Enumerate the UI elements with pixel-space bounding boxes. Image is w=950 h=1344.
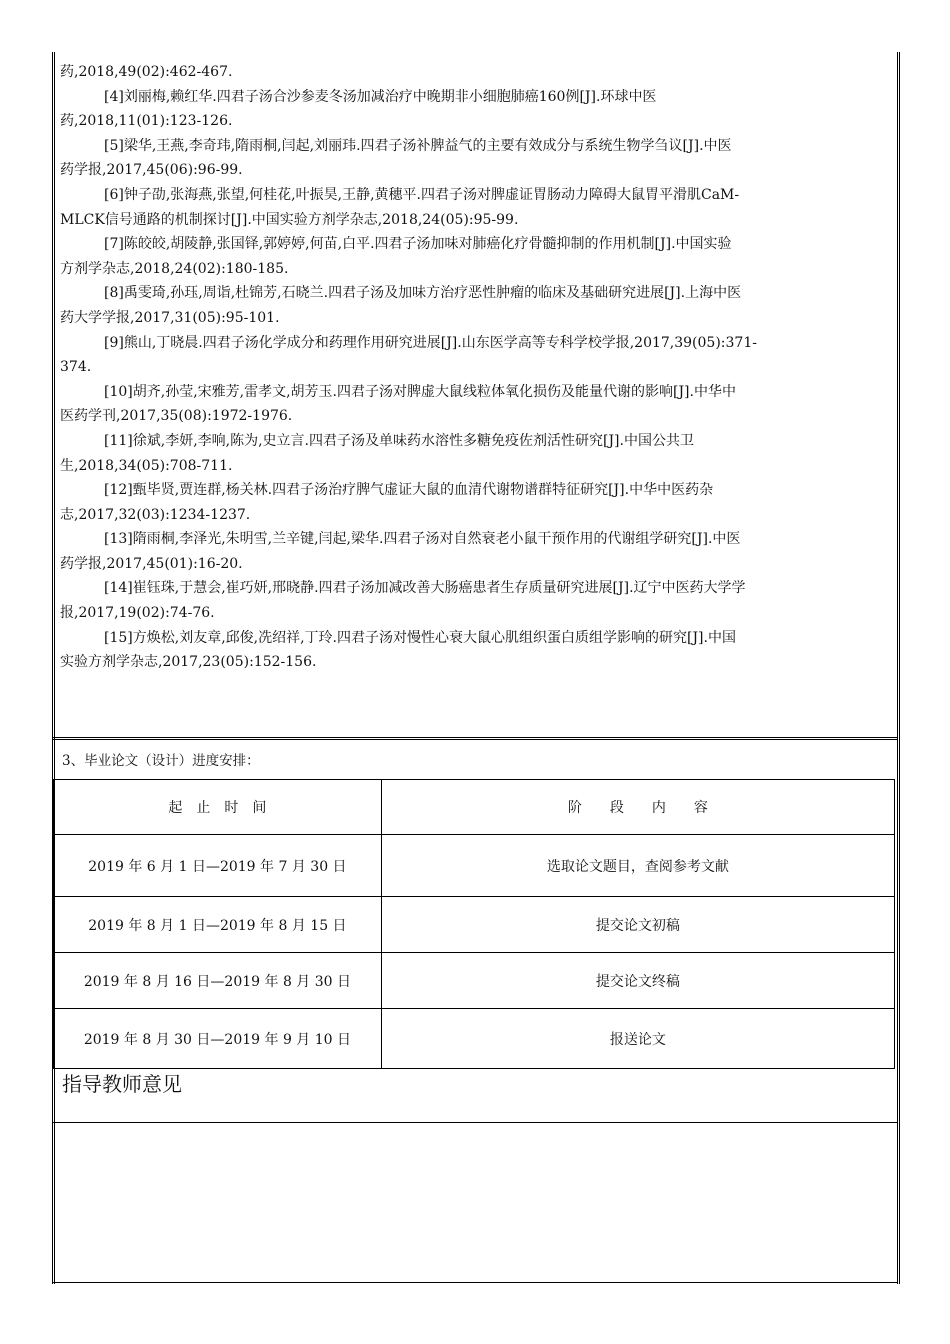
reference-line: 报,2017,19(02):74-76.: [60, 605, 215, 622]
row-time: 2019 年 6 月 1 日—2019 年 7 月 30 日: [54, 835, 382, 897]
reference-line: [15]方焕松,刘友章,邱俊,冼绍祥,丁玲.四君子汤对慢性心衰大鼠心肌组织蛋白质组学影响的研究[J].中国: [104, 629, 736, 646]
reference-line: 药,2018,49(02):462-467.: [60, 64, 233, 80]
table-row: [54, 835, 895, 897]
reference-line: MLCK信号通路的机制探讨[J].中国实验方剂学杂志,2018,24(05):95-99.: [60, 211, 519, 228]
frame-bottom-border: [52, 1282, 897, 1283]
row-time: 2019 年 8 月 1 日—2019 年 8 月 15 日: [54, 897, 382, 953]
reference-line: 药大学学报,2017,31(05):95-101.: [60, 309, 280, 326]
reference-line: [8]禹雯琦,孙珏,周诣,杜锦芳,石晓兰.四君子汤及加味方治疗恶性肿瘤的临床及基础研究进展[J].上海中医: [104, 285, 742, 302]
reference-line: 药学报,2017,45(01):16-20.: [60, 555, 243, 572]
reference-line: 生,2018,34(05):708-711.: [60, 457, 233, 474]
reference-line: 药,2018,11(01):123-126.: [60, 113, 233, 130]
reference-line: 药学报,2017,45(06):96-99.: [60, 162, 243, 179]
table-row: [54, 1009, 895, 1069]
table-row: [54, 953, 895, 1009]
reference-line: [12]甄毕贤,贾连群,杨关林.四君子汤治疗脾气虚证大鼠的血清代谢物谱群特征研究[J].中华中医药杂: [104, 482, 714, 499]
header-time: 起 止 时 间: [54, 780, 382, 835]
schedule-table: [53, 779, 895, 1069]
row-content: 选取论文题目，查阅参考文献: [381, 835, 894, 897]
row-time: 2019 年 8 月 30 日—2019 年 9 月 10 日: [54, 1009, 382, 1069]
reference-line: [11]徐斌,李妍,李响,陈为,史立言.四君子汤及单味药水溶性多糖免疫佐剂活性研究[J].中国公共卫: [104, 432, 694, 449]
section-divider: [52, 737, 897, 740]
header-content: 阶 段 内 容: [381, 780, 894, 835]
table-header-row: [54, 780, 895, 835]
schedule-title: 3、毕业论文（设计）进度安排：: [62, 753, 260, 769]
reference-line: [10]胡齐,孙莹,宋雅芳,雷孝文,胡芳玉.四君子汤对脾虚大鼠线粒体氧化损伤及能量代谢的影响[J].中华中: [104, 383, 736, 400]
row-content: 提交论文终稿: [381, 953, 894, 1009]
reference-line: [5]梁华,王燕,李奇玮,隋雨桐,闫起,刘丽玮.四君子汤补脾益气的主要有效成分与系统生物学刍议[J].中医: [104, 137, 732, 154]
reference-line: 医药学刊,2017,35(08):1972-1976.: [60, 408, 293, 425]
reference-line: [7]陈皎皎,胡陵静,张国铎,郭婷婷,何苗,白平.四君子汤加味对肺癌化疗骨髓抑制的作用机制[J].中国实验: [104, 236, 732, 253]
advisor-divider: [52, 1122, 897, 1123]
reference-line: 374.: [60, 359, 92, 376]
advisor-opinion-title: 指导教师意见: [62, 1072, 182, 1096]
reference-line: [9]熊山,丁晓晨.四君子汤化学成分和药理作用研究进展[J].山东医学高等专科学校学报,2017,39(05):371-: [104, 334, 757, 351]
reference-line: [14]崔钰珠,于慧会,崔巧妍,邢晓静.四君子汤加减改善大肠癌患者生存质量研究进展[J].辽宁中医药大学学: [104, 580, 746, 597]
reference-line: 方剂学杂志,2018,24(02):180-185.: [60, 260, 289, 277]
table-row: [54, 897, 895, 953]
reference-line: [4]刘丽梅,赖红华.四君子汤合沙参麦冬汤加减治疗中晚期非小细胞肺癌160例[J].环球中医: [104, 88, 657, 105]
reference-line: [6]钟子劭,张海燕,张望,何桂花,叶振昊,王静,黄穗平.四君子汤对脾虚证胃肠动力障碍大鼠胃平滑肌CaM-: [104, 186, 740, 203]
row-content: 报送论文: [381, 1009, 894, 1069]
reference-line: 志,2017,32(03):1234-1237.: [60, 506, 251, 523]
reference-line: 实验方剂学杂志,2017,23(05):152-156.: [60, 654, 317, 671]
row-content: 提交论文初稿: [381, 897, 894, 953]
row-time: 2019 年 8 月 16 日—2019 年 8 月 30 日: [54, 953, 382, 1009]
reference-line: [13]隋雨桐,李泽光,朱明雪,兰辛键,闫起,梁华.四君子汤对自然衰老小鼠干预作用的代谢组学研究[J].中医: [104, 531, 741, 548]
reference-list: [60, 60, 892, 675]
